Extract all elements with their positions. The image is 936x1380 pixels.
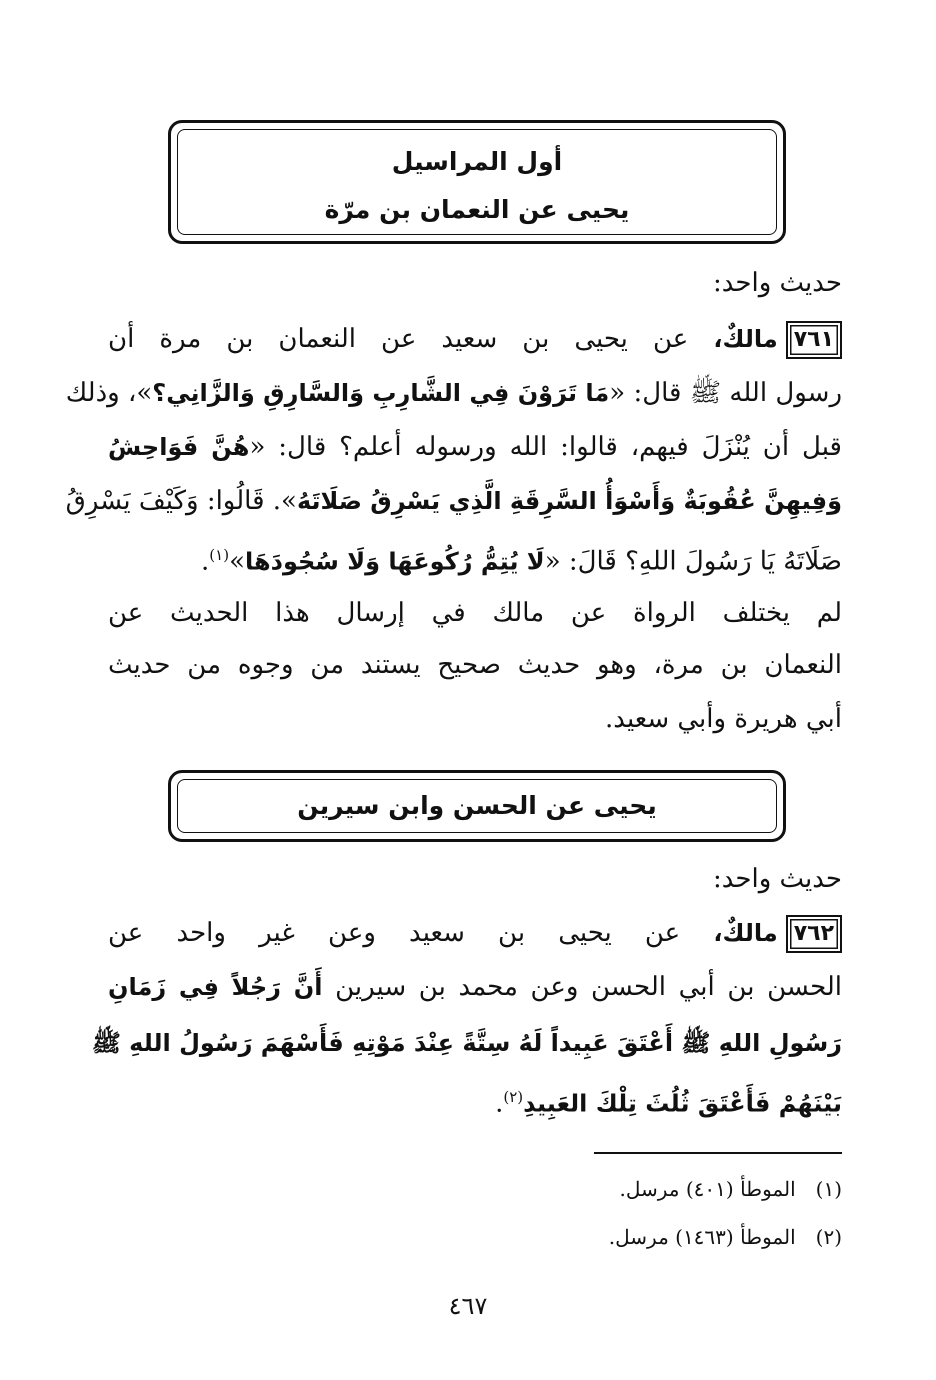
hadith-line: الحسن بن أبي الحسن وعن محمد بن سيرين أَنَّ رَجُلاً فِي زَمَانِ	[108, 972, 843, 1002]
commentary-line: لم يختلف الرواة عن مالك في إرسال هذا الحديث عن	[108, 598, 842, 628]
prophetic-quote: رَسُولِ اللهِ ﷺ أَعْتَقَ عَبِيداً لَهُ سِتَّةً عِنْدَ مَوْتِهِ فَأَسْهَمَ رَسُولُ اللهِ ﷺ	[91, 1029, 842, 1057]
prophetic-quote: بَيْنَهُمْ فَأَعْتَقَ ثُلُثَ تِلْكَ العَبِيدِ	[523, 1089, 842, 1118]
prophetic-quote: هُنَّ فَوَاحِشُ	[108, 433, 250, 461]
commentary-line: النعمان بن مرة، وهو حديث صحيح يستند من وجوه من حديث	[108, 650, 842, 680]
hadith-number: ٧٦٢	[786, 915, 842, 953]
section-intro: حديث واحد:	[712, 864, 842, 894]
hadith-line: ٧٦٢مالكٌ، عن يحيى بن سعيد وعن غير واحد عن	[108, 908, 842, 958]
prophetic-quote: لَا يُتِمُّ رُكُوعَهَا وَلَا سُجُودَهَا	[244, 547, 545, 576]
footnote-text: الموطأ (٤٠١) مرسل.	[619, 1177, 796, 1201]
chapter-subtitle: يحيى عن النعمان بن مرّة	[324, 195, 630, 224]
section-title: يحيى عن الحسن وابن سيرين	[297, 791, 657, 820]
chapter-title: أول المراسيل	[391, 147, 563, 176]
hadith-line: وَفِيهِنَّ عُقُوبَةٌ وَأَسْوَأُ السَّرِقَةِ الَّذِي يَسْرِقُ صَلَاتَهُ». قَالُوا: وَكَيْفَ يَسْرِقُ	[65, 486, 842, 516]
narrator: مالكٌ،	[713, 919, 778, 947]
hadith-line: قبل أن يُنْزَلَ فيهم، قالوا: الله ورسوله أعلم؟ قال: «هُنَّ فَوَاحِشُ	[108, 432, 842, 462]
footnote-number: (٢)	[815, 1225, 842, 1249]
hadith-line: ٧٦١مالكٌ، عن يحيى بن سعيد عن النعمان بن مرة أن	[108, 314, 842, 364]
footnote	[620, 1174, 843, 1204]
narrator: مالكٌ،	[713, 325, 778, 353]
footnote	[609, 1222, 842, 1252]
hadith-line: رسول الله ﷺ قال: «مَا تَرَوْنَ فِي الشَّارِبِ وَالسَّارِقِ وَالزَّانِي؟»، وذلك	[65, 378, 842, 408]
section-intro: حديث واحد:	[712, 268, 842, 298]
footnote-text: الموطأ (١٤٦٣) مرسل.	[608, 1225, 796, 1249]
prophetic-quote: وَفِيهِنَّ عُقُوبَةٌ وَأَسْوَأُ السَّرِقَةِ الَّذِي يَسْرِقُ صَلَاتَهُ	[296, 487, 842, 515]
footnote-ref: (١)	[209, 546, 230, 564]
prophetic-quote: مَا تَرَوْنَ فِي الشَّارِبِ وَالسَّارِقِ وَالزَّانِي؟	[152, 379, 610, 407]
prophetic-quote: أَنَّ رَجُلاً فِي زَمَانِ	[108, 973, 323, 1001]
section-heading-box	[168, 770, 786, 842]
page-number: ٤٦٧	[448, 1292, 488, 1320]
hadith-line: صَلَاتَهُ يَا رَسُولَ اللهِ؟ قَالَ: «لَا يُتِمُّ رُكُوعَهَا وَلَا سُجُودَهَا»$^{(١)}$.	[201, 546, 842, 577]
hadith-line	[91, 1018, 842, 1068]
hadith-number: ٧٦١	[786, 321, 842, 359]
footnote-ref: (٢)	[503, 1088, 524, 1106]
footnote-number: (١)	[815, 1177, 842, 1201]
commentary-line: أبي هريرة وأبي سعيد.	[605, 704, 842, 734]
hadith-line: بَيْنَهُمْ فَأَعْتَقَ ثُلُثَ تِلْكَ العَبِيدِ$^{(٢)}$.	[495, 1088, 842, 1119]
footnote-separator	[594, 1152, 842, 1154]
chapter-heading-box	[168, 120, 786, 244]
